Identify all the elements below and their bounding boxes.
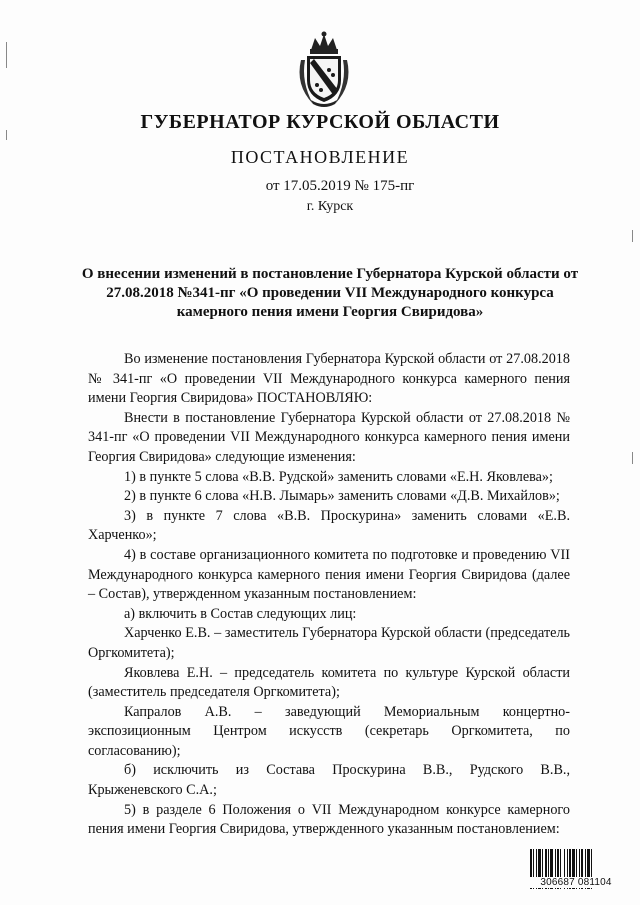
body-paragraph: Внести в постановление Губернатора Курской области от 27.08.2018 № 341-пг «О проведении VII Международного конкурса камерного пения имени Георгия Свиридова» следующие изменения: — [88, 409, 570, 465]
body-paragraph: 3) в пункте 7 слова «В.В. Проскурина» заменить словами «Е.В. Харченко»; — [88, 507, 570, 544]
body-paragraph: Яковлева Е.Н. – председатель комитета по культуре Курской области (заместитель председателя Оргкомитета); — [88, 664, 570, 701]
body-paragraph: 1) в пункте 5 слова «В.В. Рудской» заменить словами «Е.Н. Яковлева»; — [124, 468, 553, 485]
barcode-number: 306687 081104 — [528, 877, 624, 888]
body-paragraph: Капралов А.В. – заведующий Мемориальным концертно-экспозиционным Центром искусств (секретарь Оргкомитета, по согласованию); — [88, 703, 570, 759]
document-type: ПОСТАНОВЛЕНИЕ — [230, 147, 410, 167]
body-paragraph: Во изменение постановления Губернатора Курской области от 27.08.2018 № 341-пг «О проведении VII Международного конкурса камерного пения имени Георгия Свиридова» ПОСТАНОВЛЯЮ: — [88, 351, 570, 407]
document-city: г. Курск — [306, 199, 354, 214]
body-paragraph: 2) в пункте 6 слова «Н.В. Лымарь» заменить словами «Д.В. Михайлов»; — [124, 488, 560, 505]
document-title: О внесении изменений в постановление Губернатора Курской области от 27.08.2018 №341-пг «О проведении VII Международного конкурса камерного пения имени Георгия Свиридова» — [81, 266, 579, 320]
scan-mark — [632, 230, 633, 242]
scan-mark — [6, 42, 7, 68]
body-paragraph: Харченко Е.В. – заместитель Губернатора Курской области (председатель Оргкомитета); — [88, 625, 570, 661]
coat-of-arms-emblem — [293, 30, 355, 108]
document-body — [88, 350, 570, 840]
body-paragraph: б) исключить из Состава Проскурина В.В., Рудского В.В., Крыженевского С.А.; — [88, 762, 570, 799]
issuer-heading: ГУБЕРНАТОР КУРСКОЙ ОБЛАСТИ — [140, 111, 500, 133]
document-date-number: от 17.05.2019 № 175-пг — [265, 178, 415, 194]
body-paragraph: а) включить в Состав следующих лиц: — [124, 605, 357, 622]
scan-mark — [632, 452, 633, 464]
body-paragraph: 5) в разделе 6 Положения о VII Международном конкурсе камерного пения имени Георгия Свиридова, утвержденного указанным постановлением: — [88, 801, 570, 838]
body-paragraph: 4) в составе организационного комитета по подготовке и проведению VII Международного конкурса камерного пения имени Георгия Свиридова (далее – Состав), утвержденном указанным постановлением: — [88, 546, 570, 603]
